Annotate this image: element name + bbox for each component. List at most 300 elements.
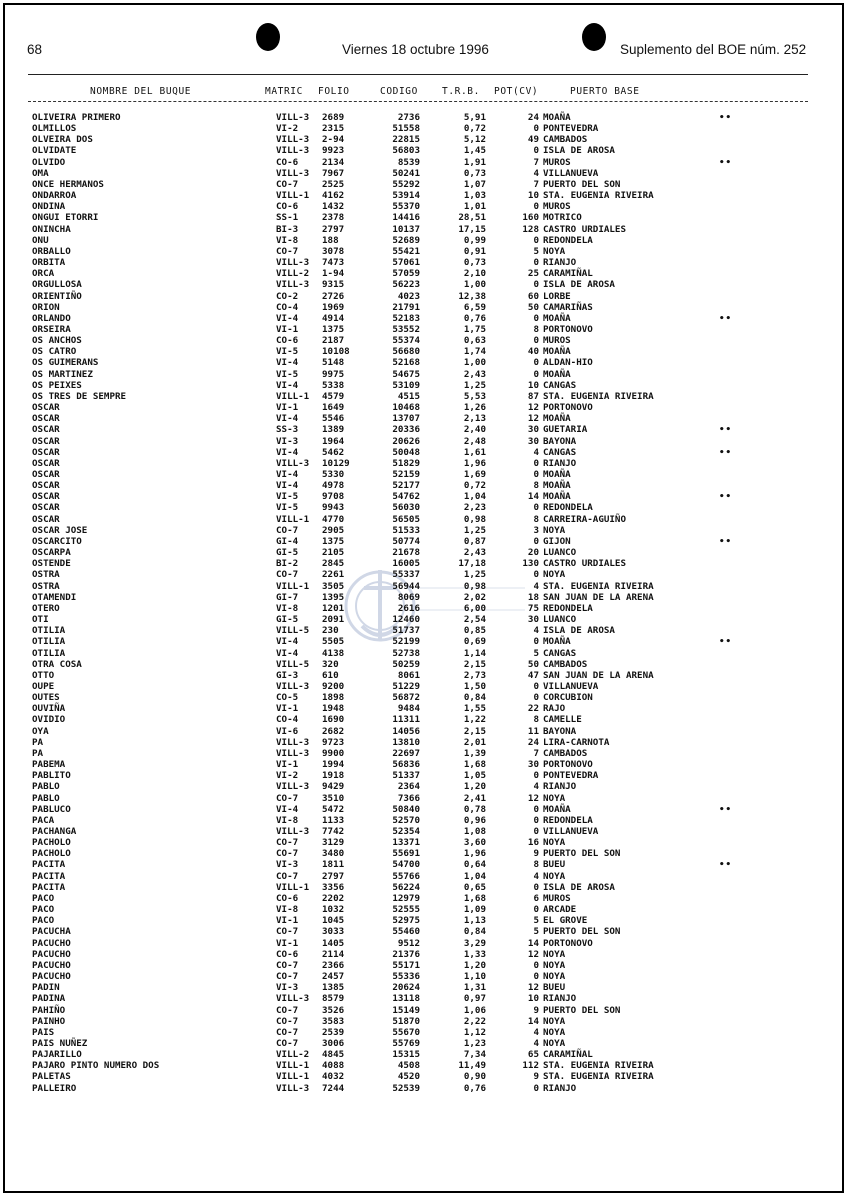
folio-cell: 1389: [322, 424, 345, 436]
port-cell: NOYA: [543, 569, 566, 581]
port-cell: NOYA: [543, 959, 566, 971]
matric-cell: VI-5: [276, 346, 299, 358]
folio-cell: 2689: [322, 112, 345, 123]
table-row: [0, 268, 851, 279]
codigo-cell: 13118: [392, 993, 420, 1005]
trb-cell: 0,76: [463, 312, 486, 324]
power-cell: 0: [533, 1082, 539, 1094]
table-row: [0, 737, 851, 748]
table-row: [0, 212, 851, 223]
table-row: [0, 235, 851, 246]
folio-cell: 3356: [322, 881, 345, 893]
codigo-cell: 15149: [392, 1004, 420, 1016]
trb-cell: 2,41: [463, 792, 486, 804]
trb-cell: 0,84: [463, 692, 486, 704]
folio-cell: 1432: [322, 201, 345, 213]
codigo-cell: 56223: [392, 279, 420, 291]
trb-cell: 2,10: [463, 268, 486, 280]
vessel-name: OSCARPA: [32, 547, 71, 559]
matric-cell: VI-4: [276, 647, 299, 659]
matric-cell: VILL-3: [276, 257, 310, 269]
vessel-name: PACHOLO: [32, 848, 71, 860]
port-cell: REDONDELA: [543, 602, 593, 614]
power-cell: 9: [533, 1004, 539, 1016]
port-cell: ARCADE: [543, 904, 577, 916]
vessel-name: PACUCHO: [32, 959, 71, 971]
folio-cell: 3480: [322, 848, 345, 860]
power-cell: 0: [533, 959, 539, 971]
trb-cell: 2,73: [463, 669, 486, 681]
power-cell: 49: [527, 134, 539, 146]
codigo-cell: 51829: [392, 457, 420, 469]
trb-cell: 1,14: [463, 647, 486, 659]
matric-cell: CO-7: [276, 971, 299, 983]
folio-cell: 3006: [322, 1037, 345, 1049]
vessel-name: PACHOLO: [32, 837, 71, 849]
note-marker: ••: [719, 636, 733, 648]
trb-cell: 11,49: [458, 1060, 486, 1072]
power-cell: 160: [522, 212, 539, 224]
trb-cell: 1,96: [463, 457, 486, 469]
folio-cell: 10129: [322, 457, 350, 469]
matric-cell: CO-6: [276, 156, 299, 168]
table-row: [0, 201, 851, 212]
folio-cell: 2726: [322, 290, 345, 302]
port-cell: CANGAS: [543, 379, 577, 391]
codigo-cell: 50259: [392, 658, 420, 670]
codigo-cell: 52183: [392, 312, 420, 324]
trb-cell: 0,99: [463, 234, 486, 246]
codigo-cell: 52738: [392, 647, 420, 659]
trb-cell: 17,18: [458, 558, 486, 570]
trb-cell: 1,12: [463, 1026, 486, 1038]
matric-cell: VILL-1: [276, 190, 310, 202]
port-cell: NOYA: [543, 792, 566, 804]
codigo-cell: 20336: [392, 424, 420, 436]
codigo-cell: 55766: [392, 870, 420, 882]
port-cell: GIJON: [543, 535, 571, 547]
vessel-name: OLVIDATE: [32, 145, 77, 157]
matric-cell: VI-1: [276, 759, 299, 771]
vessel-name: OSTRA: [32, 569, 60, 581]
folio-cell: 5330: [322, 469, 345, 480]
note-marker: ••: [719, 112, 733, 123]
vessel-name: OSCARCITO: [32, 535, 82, 547]
trb-cell: 2,48: [463, 435, 486, 447]
vessel-name: OSCAR: [32, 502, 60, 514]
folio-cell: 7473: [322, 257, 345, 269]
power-cell: 0: [533, 201, 539, 213]
trb-cell: 2,15: [463, 725, 486, 737]
col-header-trb: T.R.B.: [442, 86, 480, 97]
vessel-name: OTI: [32, 614, 49, 626]
codigo-cell: 14416: [392, 212, 420, 224]
trb-cell: 6,00: [463, 602, 486, 614]
folio-cell: 5546: [322, 413, 345, 425]
table-row: [0, 324, 851, 335]
table-row: [0, 168, 851, 179]
codigo-cell: 52177: [392, 480, 420, 492]
port-cell: ISLA DE AROSA: [543, 279, 615, 291]
codigo-cell: 52555: [392, 904, 420, 916]
trb-cell: 1,22: [463, 714, 486, 726]
trb-cell: 1,13: [463, 915, 486, 927]
codigo-cell: 22697: [392, 747, 420, 759]
matric-cell: GI-5: [276, 614, 299, 626]
port-cell: RIANJO: [543, 781, 577, 793]
table-row: [0, 291, 851, 302]
power-cell: 0: [533, 502, 539, 514]
vessel-name: PABEMA: [32, 759, 66, 771]
folio-cell: 7742: [322, 826, 345, 837]
port-cell: RIANJO: [543, 993, 577, 1005]
folio-cell: 9200: [322, 680, 345, 692]
vessel-name: OVIDIO: [32, 714, 66, 726]
codigo-cell: 15315: [392, 1049, 420, 1061]
codigo-cell: 50048: [392, 446, 420, 458]
codigo-cell: 22815: [392, 134, 420, 146]
trb-cell: 6,59: [463, 301, 486, 313]
codigo-cell: 8069: [397, 591, 420, 603]
port-cell: PONTEVEDRA: [543, 770, 599, 782]
vessel-name: ONGUI ETORRI: [32, 212, 99, 224]
note-marker: ••: [719, 535, 733, 547]
vessel-name: PACUCHO: [32, 948, 71, 960]
matric-cell: VI-4: [276, 469, 299, 480]
codigo-cell: 2364: [397, 781, 420, 793]
folio-cell: 3583: [322, 1015, 345, 1027]
vessel-name: PACUCHO: [32, 971, 71, 983]
codigo-cell: 8061: [397, 669, 420, 681]
codigo-cell: 55171: [392, 959, 420, 971]
matric-cell: VILL-3: [276, 167, 310, 179]
table-row: [0, 1038, 851, 1049]
vessel-name: ONINCHA: [32, 223, 71, 235]
vessel-name: OUVIÑA: [32, 703, 66, 715]
matric-cell: VI-1: [276, 937, 299, 949]
table-row: [0, 938, 851, 949]
codigo-cell: 55769: [392, 1037, 420, 1049]
codigo-cell: 51737: [392, 625, 420, 637]
table-row: [0, 882, 851, 893]
trb-cell: 17,15: [458, 223, 486, 235]
power-cell: 4: [533, 167, 539, 179]
punch-hole-left: [256, 23, 280, 51]
power-cell: 0: [533, 335, 539, 347]
matric-cell: GI-4: [276, 535, 299, 547]
port-cell: MOAÑA: [543, 636, 571, 648]
codigo-cell: 2736: [397, 112, 420, 123]
vessel-name: OS TRES DE SEMPRE: [32, 390, 127, 402]
port-cell: MUROS: [543, 201, 571, 213]
col-header-pot: POT(CV): [494, 86, 539, 97]
table-row: [0, 804, 851, 815]
codigo-cell: 4508: [397, 1060, 420, 1072]
vessel-name: OSCAR: [32, 480, 60, 492]
power-cell: 4: [533, 1026, 539, 1038]
codigo-cell: 56872: [392, 692, 420, 704]
trb-cell: 0,63: [463, 335, 486, 347]
port-cell: CAMBADOS: [543, 134, 588, 146]
folio-cell: 1649: [322, 402, 345, 414]
vessel-name: PACO: [32, 915, 55, 927]
vessel-name: ORBALLO: [32, 245, 71, 257]
matric-cell: CO-7: [276, 245, 299, 257]
folio-cell: 1385: [322, 982, 345, 994]
power-cell: 0: [533, 279, 539, 291]
trb-cell: 0,78: [463, 803, 486, 815]
vessel-name: PAIS: [32, 1026, 55, 1038]
matric-cell: VI-4: [276, 413, 299, 425]
trb-cell: 2,23: [463, 502, 486, 514]
matric-cell: SS-3: [276, 424, 299, 436]
vessel-name: OUPE: [32, 680, 55, 692]
note-marker: ••: [719, 312, 733, 324]
trb-cell: 3,60: [463, 837, 486, 849]
folio-cell: 3526: [322, 1004, 345, 1016]
table-row: [0, 648, 851, 659]
trb-cell: 1,39: [463, 747, 486, 759]
port-cell: PORTONOVO: [543, 402, 593, 414]
folio-cell: 7244: [322, 1082, 345, 1094]
port-cell: VILLANUEVA: [543, 680, 599, 692]
matric-cell: VILL-1: [276, 881, 310, 893]
vessel-name: OLVEIRA DOS: [32, 134, 93, 146]
port-cell: CAMARIÑAS: [543, 301, 593, 313]
codigo-cell: 52199: [392, 636, 420, 648]
folio-cell: 1375: [322, 535, 345, 547]
port-cell: CARAMIÑAL: [543, 268, 593, 280]
table-row: [0, 380, 851, 391]
vessel-name: PAINHO: [32, 1015, 66, 1027]
power-cell: 5: [533, 915, 539, 927]
vessel-name: PALLEIRO: [32, 1082, 77, 1094]
power-cell: 30: [527, 435, 539, 447]
trb-cell: 5,12: [463, 134, 486, 146]
trb-cell: 1,03: [463, 190, 486, 202]
folio-cell: 2797: [322, 870, 345, 882]
col-header-puerto: PUERTO BASE: [570, 86, 640, 97]
port-cell: CAMELLE: [543, 714, 582, 726]
port-cell: CAMBADOS: [543, 747, 588, 759]
power-cell: 0: [533, 680, 539, 692]
matric-cell: VILL-2: [276, 1049, 310, 1061]
port-cell: CANGAS: [543, 647, 577, 659]
port-cell: CANGAS: [543, 446, 577, 458]
power-cell: 30: [527, 424, 539, 436]
folio-cell: 610: [322, 669, 339, 681]
power-cell: 7: [533, 747, 539, 759]
table-row: [0, 714, 851, 725]
codigo-cell: 56803: [392, 145, 420, 157]
table-row: [0, 190, 851, 201]
matric-cell: VILL-2: [276, 268, 310, 280]
table-row: [0, 1005, 851, 1016]
folio-cell: 1811: [322, 859, 345, 871]
table-row: [0, 1083, 851, 1094]
folio-cell: 5338: [322, 379, 345, 391]
trb-cell: 1,91: [463, 156, 486, 168]
folio-cell: 2845: [322, 558, 345, 570]
vessel-name: OSCAR: [32, 424, 60, 436]
table-row: [0, 413, 851, 424]
port-cell: STA. EUGENIA RIVEIRA: [543, 190, 654, 202]
vessel-table: [0, 112, 851, 1094]
folio-cell: 2366: [322, 959, 345, 971]
folio-cell: 8579: [322, 993, 345, 1005]
codigo-cell: 52539: [392, 1082, 420, 1094]
folio-cell: 9708: [322, 491, 345, 503]
matric-cell: CO-7: [276, 1015, 299, 1027]
table-row: [0, 893, 851, 904]
power-cell: 9: [533, 1071, 539, 1083]
codigo-cell: 57061: [392, 257, 420, 269]
table-row: [0, 993, 851, 1004]
page-date: Viernes 18 octubre 1996: [342, 42, 489, 57]
matric-cell: CO-7: [276, 1026, 299, 1038]
vessel-name: PACITA: [32, 881, 66, 893]
power-cell: 4: [533, 870, 539, 882]
power-cell: 7: [533, 178, 539, 190]
folio-cell: 2539: [322, 1026, 345, 1038]
matric-cell: CO-6: [276, 892, 299, 904]
power-cell: 47: [527, 669, 539, 681]
power-cell: 0: [533, 692, 539, 704]
matric-cell: VI-5: [276, 502, 299, 514]
folio-cell: 1375: [322, 323, 345, 335]
vessel-name: OS MARTINEZ: [32, 368, 93, 380]
port-cell: RAJO: [543, 703, 566, 715]
power-cell: 4: [533, 580, 539, 592]
folio-cell: 9723: [322, 736, 345, 748]
vessel-name: PACITA: [32, 870, 66, 882]
matric-cell: CO-2: [276, 290, 299, 302]
note-marker: ••: [719, 803, 733, 815]
vessel-name: ORCA: [32, 268, 55, 280]
vessel-name: PAHIÑO: [32, 1004, 66, 1016]
trb-cell: 5,53: [463, 390, 486, 402]
trb-cell: 1,01: [463, 201, 486, 213]
power-cell: 12: [527, 792, 539, 804]
folio-cell: 3078: [322, 245, 345, 257]
power-cell: 130: [522, 558, 539, 570]
table-row: [0, 904, 851, 915]
power-cell: 5: [533, 926, 539, 938]
folio-cell: 2797: [322, 223, 345, 235]
table-row: [0, 871, 851, 882]
power-cell: 0: [533, 457, 539, 469]
port-cell: PUERTO DEL SON: [543, 1004, 621, 1016]
punch-hole-right: [582, 23, 606, 51]
folio-cell: 1201: [322, 602, 345, 614]
matric-cell: CO-6: [276, 335, 299, 347]
power-cell: 0: [533, 569, 539, 581]
trb-cell: 0,76: [463, 1082, 486, 1094]
folio-cell: 7967: [322, 167, 345, 179]
power-cell: 4: [533, 625, 539, 637]
vessel-name: OTAMENDI: [32, 591, 77, 603]
port-cell: CARAMIÑAL: [543, 1049, 593, 1061]
folio-cell: 2-94: [322, 134, 345, 146]
vessel-name: PA: [32, 747, 44, 759]
folio-cell: 3129: [322, 837, 345, 849]
matric-cell: VI-1: [276, 915, 299, 927]
port-cell: MOAÑA: [543, 112, 571, 123]
port-cell: SAN JUAN DE LA ARENA: [543, 591, 654, 603]
vessel-name: OTILIA: [32, 636, 66, 648]
table-row: [0, 581, 851, 592]
trb-cell: 0,96: [463, 814, 486, 826]
port-cell: BUEU: [543, 859, 566, 871]
matric-cell: VI-4: [276, 636, 299, 648]
power-cell: 75: [527, 602, 539, 614]
columns-divider: [28, 101, 808, 102]
power-cell: 9: [533, 848, 539, 860]
table-row: [0, 659, 851, 670]
vessel-name: OYA: [32, 725, 49, 737]
power-cell: 30: [527, 759, 539, 771]
port-cell: NOYA: [543, 837, 566, 849]
matric-cell: VI-3: [276, 982, 299, 994]
folio-cell: 1964: [322, 435, 345, 447]
folio-cell: 2202: [322, 892, 345, 904]
power-cell: 30: [527, 614, 539, 626]
port-cell: REDONDELA: [543, 814, 593, 826]
codigo-cell: 55670: [392, 1026, 420, 1038]
codigo-cell: 56944: [392, 580, 420, 592]
note-marker: ••: [719, 424, 733, 436]
matric-cell: CO-7: [276, 178, 299, 190]
note-marker: ••: [719, 156, 733, 168]
power-cell: 18: [527, 591, 539, 603]
table-row: [0, 469, 851, 480]
vessel-name: OLMILLOS: [32, 123, 77, 135]
power-cell: 22: [527, 703, 539, 715]
trb-cell: 2,43: [463, 368, 486, 380]
folio-cell: 2315: [322, 123, 345, 135]
vessel-name: PAIS NUÑEZ: [32, 1037, 88, 1049]
vessel-name: ORSEIRA: [32, 323, 71, 335]
header-rule: [28, 74, 808, 75]
matric-cell: VILL-3: [276, 112, 310, 123]
port-cell: ALDAN-HIO: [543, 357, 593, 369]
trb-cell: 1,04: [463, 491, 486, 503]
folio-cell: 1948: [322, 703, 345, 715]
port-cell: PUERTO DEL SON: [543, 848, 621, 860]
port-cell: BUEU: [543, 982, 566, 994]
table-row: [0, 424, 851, 435]
note-marker: ••: [719, 859, 733, 871]
col-header-folio: FOLIO: [318, 86, 350, 97]
codigo-cell: 9484: [397, 703, 420, 715]
folio-cell: 1-94: [322, 268, 345, 280]
codigo-cell: 55374: [392, 335, 420, 347]
matric-cell: VI-6: [276, 725, 299, 737]
trb-cell: 1,05: [463, 770, 486, 782]
trb-cell: 0,73: [463, 257, 486, 269]
matric-cell: VILL-1: [276, 1071, 310, 1083]
vessel-name: OSCAR: [32, 435, 60, 447]
matric-cell: CO-7: [276, 926, 299, 938]
power-cell: 128: [522, 223, 539, 235]
matric-cell: CO-7: [276, 870, 299, 882]
codigo-cell: 52354: [392, 826, 420, 837]
trb-cell: 2,02: [463, 591, 486, 603]
matric-cell: VI-2: [276, 123, 299, 135]
power-cell: 50: [527, 658, 539, 670]
vessel-name: OSCAR: [32, 469, 60, 480]
folio-cell: 2114: [322, 948, 345, 960]
